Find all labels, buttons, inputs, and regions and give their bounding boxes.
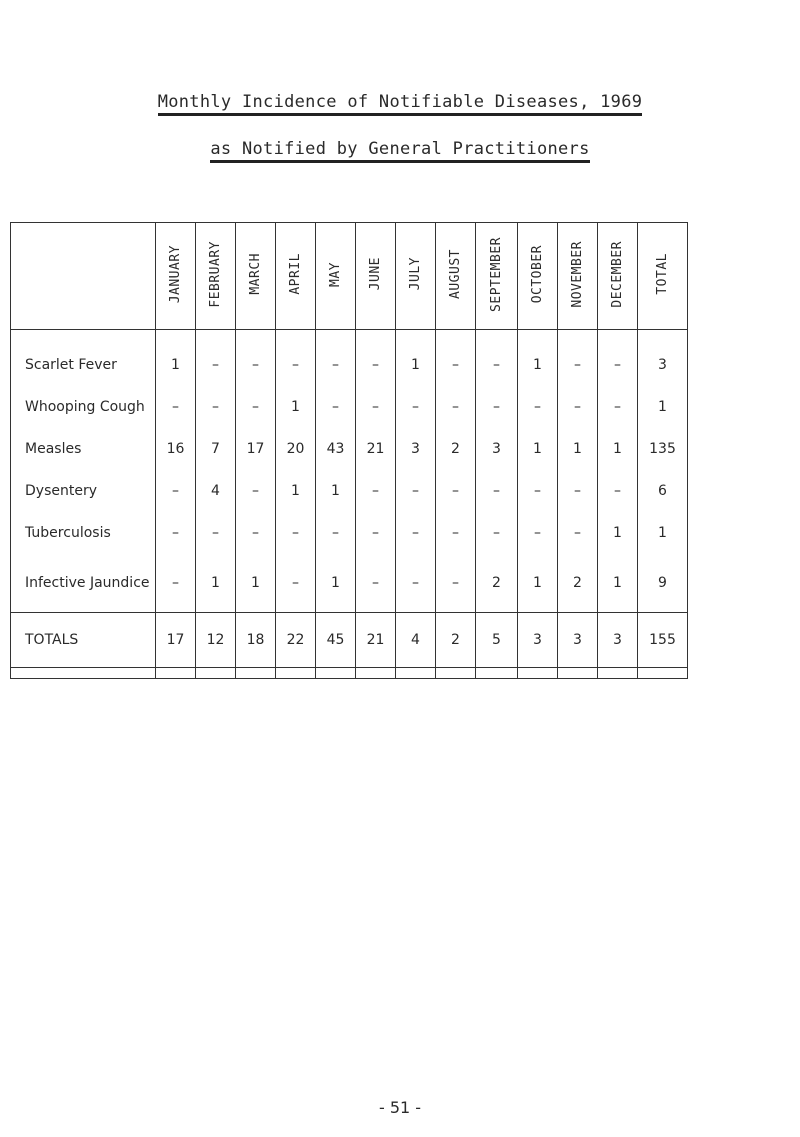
bottom-cell	[518, 668, 558, 679]
table-cell: 1	[196, 554, 236, 613]
table-cell: 1	[518, 554, 558, 613]
table-cell: –	[436, 386, 476, 428]
row-label: Scarlet Fever	[11, 330, 156, 387]
table-cell: –	[558, 386, 598, 428]
table-cell: 1	[156, 330, 196, 387]
table-cell: –	[558, 512, 598, 554]
table-cell: –	[276, 330, 316, 387]
bottom-cell	[316, 668, 356, 679]
bottom-cell	[396, 668, 436, 679]
table-cell: –	[236, 470, 276, 512]
table-cell: –	[518, 512, 558, 554]
table-bottom-strip	[11, 668, 688, 679]
totals-row	[11, 613, 688, 668]
table-cell: –	[476, 330, 518, 387]
table-cell: –	[156, 386, 196, 428]
table-cell: 4	[196, 470, 236, 512]
totals-cell: 12	[196, 613, 236, 668]
totals-cell: 2	[436, 613, 476, 668]
table-cell: –	[476, 512, 518, 554]
page-title	[0, 92, 800, 112]
bottom-cell	[11, 668, 156, 679]
page-number: - 51 -	[378, 1098, 422, 1117]
bottom-cell	[638, 668, 688, 679]
col-february: FEBRUARY	[196, 223, 236, 330]
header-row	[11, 223, 688, 330]
table-cell: 17	[236, 428, 276, 470]
table-cell: –	[276, 554, 316, 613]
table-cell: 3	[638, 330, 688, 387]
col-march: MARCH	[236, 223, 276, 330]
table-cell: 1	[638, 512, 688, 554]
table-cell: 1	[316, 554, 356, 613]
table-cell: 9	[638, 554, 688, 613]
table-cell: –	[196, 512, 236, 554]
col-october: OCTOBER	[518, 223, 558, 330]
totals-cell: 18	[236, 613, 276, 668]
table-cell: –	[356, 554, 396, 613]
table-cell: –	[598, 470, 638, 512]
table-row	[11, 470, 688, 512]
table-cell: –	[436, 330, 476, 387]
table-cell: 16	[156, 428, 196, 470]
table-row	[11, 512, 688, 554]
table-cell: –	[156, 512, 196, 554]
disease-table	[10, 222, 688, 679]
bottom-cell	[236, 668, 276, 679]
table-cell: 20	[276, 428, 316, 470]
table-cell: –	[476, 386, 518, 428]
table-cell: –	[396, 554, 436, 613]
table-cell: –	[436, 470, 476, 512]
col-may: MAY	[316, 223, 356, 330]
table-cell: –	[316, 512, 356, 554]
row-label: Tuberculosis	[11, 512, 156, 554]
table-cell: 3	[396, 428, 436, 470]
table-cell: 1	[316, 470, 356, 512]
table-cell: –	[558, 330, 598, 387]
table-row	[11, 330, 688, 387]
header-blank	[11, 223, 156, 330]
totals-label: TOTALS	[11, 613, 156, 668]
row-label: Dysentery	[11, 470, 156, 512]
totals-cell: 22	[276, 613, 316, 668]
table-cell: 1	[236, 554, 276, 613]
table-cell: 135	[638, 428, 688, 470]
totals-cell: 5	[476, 613, 518, 668]
table-row	[11, 386, 688, 428]
title-text: Monthly Incidence of Notifiable Diseases, 1969	[158, 92, 643, 116]
bottom-cell	[196, 668, 236, 679]
totals-cell: 45	[316, 613, 356, 668]
totals-cell: 3	[598, 613, 638, 668]
table-cell: 7	[196, 428, 236, 470]
table-body	[11, 330, 688, 613]
table-cell: –	[356, 386, 396, 428]
table-cell: –	[356, 470, 396, 512]
table-cell: –	[518, 470, 558, 512]
table-cell: 21	[356, 428, 396, 470]
table-cell: –	[236, 330, 276, 387]
table-cell: 1	[638, 386, 688, 428]
bottom-cell	[476, 668, 518, 679]
col-september: SEPTEMBER	[476, 223, 518, 330]
col-january: JANUARY	[156, 223, 196, 330]
table-cell: 43	[316, 428, 356, 470]
table-cell: 2	[476, 554, 518, 613]
col-july: JULY	[396, 223, 436, 330]
row-label: Measles	[11, 428, 156, 470]
bottom-cell	[156, 668, 196, 679]
bottom-cell	[598, 668, 638, 679]
col-december: DECEMBER	[598, 223, 638, 330]
totals-cell: 21	[356, 613, 396, 668]
table-cell: –	[236, 512, 276, 554]
table-cell: –	[598, 330, 638, 387]
table-cell: 1	[396, 330, 436, 387]
table-cell: –	[316, 330, 356, 387]
table-cell: –	[196, 386, 236, 428]
table-cell: –	[356, 512, 396, 554]
bottom-cell	[356, 668, 396, 679]
col-april: APRIL	[276, 223, 316, 330]
table-cell: –	[276, 512, 316, 554]
table-cell: 1	[276, 386, 316, 428]
table-cell: –	[236, 386, 276, 428]
page-subtitle	[0, 139, 800, 159]
col-june: JUNE	[356, 223, 396, 330]
table-cell: –	[356, 330, 396, 387]
table-cell: 1	[558, 428, 598, 470]
table-cell: 2	[436, 428, 476, 470]
table-cell: –	[396, 386, 436, 428]
table-row	[11, 554, 688, 613]
table-cell: –	[316, 386, 356, 428]
col-august: AUGUST	[436, 223, 476, 330]
table-cell: 1	[518, 428, 558, 470]
row-label: Infective Jaundice	[11, 554, 156, 613]
table-cell: –	[196, 330, 236, 387]
table-cell: –	[558, 470, 598, 512]
bottom-cell	[436, 668, 476, 679]
table-cell: 1	[518, 330, 558, 387]
bottom-cell	[558, 668, 598, 679]
table-cell: 2	[558, 554, 598, 613]
totals-cell: 4	[396, 613, 436, 668]
col-total: TOTAL	[638, 223, 688, 330]
table-cell: –	[518, 386, 558, 428]
table-cell: 1	[598, 428, 638, 470]
totals-cell: 3	[518, 613, 558, 668]
table-cell: 6	[638, 470, 688, 512]
table-cell: –	[156, 470, 196, 512]
table-cell: 3	[476, 428, 518, 470]
table-cell: –	[436, 554, 476, 613]
totals-cell: 3	[558, 613, 598, 668]
table-cell: –	[476, 470, 518, 512]
col-november: NOVEMBER	[558, 223, 598, 330]
totals-cell: 155	[638, 613, 688, 668]
subtitle-text: as Notified by General Practitioners	[210, 139, 589, 163]
totals-cell: 17	[156, 613, 196, 668]
table-cell: 1	[276, 470, 316, 512]
table-row	[11, 428, 688, 470]
table-cell: 1	[598, 554, 638, 613]
row-label: Whooping Cough	[11, 386, 156, 428]
table-cell: 1	[598, 512, 638, 554]
table-cell: –	[156, 554, 196, 613]
table-cell: –	[396, 470, 436, 512]
table-cell: –	[598, 386, 638, 428]
table-cell: –	[396, 512, 436, 554]
table-cell: –	[436, 512, 476, 554]
bottom-cell	[276, 668, 316, 679]
